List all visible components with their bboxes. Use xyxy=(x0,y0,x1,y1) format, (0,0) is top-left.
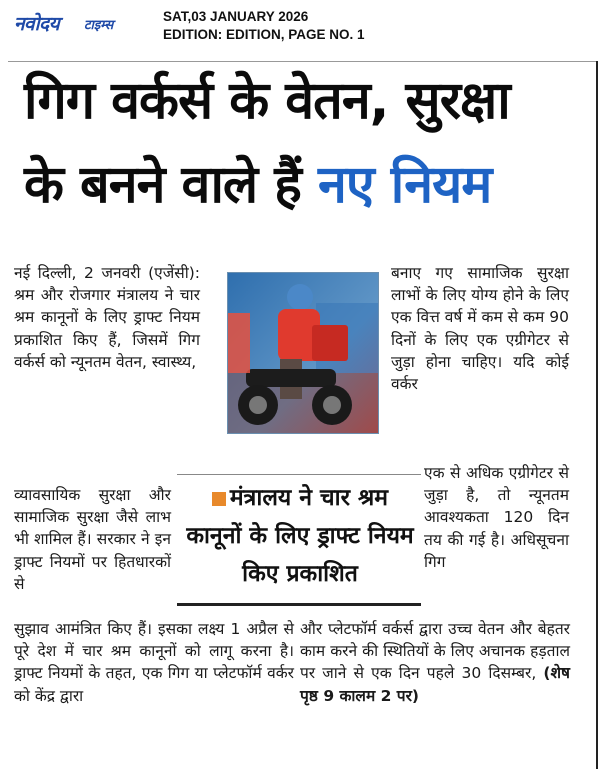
newspaper-logo xyxy=(14,10,154,36)
pull-quote xyxy=(177,474,421,605)
delivery-rider-illustration xyxy=(228,273,378,433)
continued-note: (शेष पृष्ठ 9 कालम 2 पर) xyxy=(300,664,570,705)
pull-quote-text xyxy=(181,479,419,593)
headline-highlight: नए नियम xyxy=(318,155,492,215)
article-column-1-mid: व्यावसायिक सुरक्षा और सामाजिक सुरक्षा जैसे लाभ भी शामिल हैं। सरकार ने इन ड्राफ्ट नियमों पर हितधारकों से xyxy=(14,486,171,593)
article-bottom-right-text: और प्लेटफॉर्म वर्कर्स द्वारा उच्च वेतन और बेहतर काम करने की स्थितियों के लिए अचानक हड़ताल पर जाने से एक दिन पहले 30 दिसम्बर, xyxy=(300,620,570,683)
edition-info xyxy=(163,8,365,44)
article-bottom-right xyxy=(300,618,570,707)
headline-line-2 xyxy=(24,150,491,220)
pull-quote-rule xyxy=(177,603,421,606)
article-column-3-mid: एक से अधिक एग्रीगेटर से जुड़ा है, तो न्यूनतम आवश्यकता 120 दिन तय की गई है। अधिसूचना गिग xyxy=(424,464,569,571)
logo-main-text: नवोदय xyxy=(14,13,60,35)
orange-square-icon xyxy=(212,492,226,506)
frame-top-rule xyxy=(8,61,596,62)
edition-page: EDITION: EDITION, PAGE NO. 1 xyxy=(163,27,365,42)
article-column-1-top: नई दिल्ली, 2 जनवरी (एजेंसी): श्रम और रोजगार मंत्रालय ने चार श्रम कानूनों के लिए ड्राफ्ट नियम प्रकाशित किए हैं, जिसमें गिग वर्कर्स को न्यूनतम वेतन, स्वास्थ्य, xyxy=(14,264,200,371)
frame-right-rule xyxy=(596,61,598,769)
headline-line-2-black: के बनने वाले हैं xyxy=(24,155,319,215)
article-column-3-top: बनाए गए सामाजिक सुरक्षा लाभों के लिए योग्य होने के लिए एक वित्त वर्ष में कम से कम 90 दिनों के लिए एक एग्रीगेटर से जुड़ा होना चाहिए। यदि कोई वर्कर xyxy=(391,264,569,394)
pull-quote-content: मंत्रालय ने चार श्रम कानूनों के लिए ड्राफ्ट नियम किए प्रकाशित xyxy=(186,485,414,587)
delivery-rider-photo xyxy=(227,272,379,434)
headline-line-1: गिग वर्कर्स के वेतन, सुरक्षा xyxy=(24,71,510,131)
masthead xyxy=(0,0,602,56)
logo-sub-text: टाइम्स xyxy=(84,18,114,33)
issue-date: SAT,03 JANUARY 2026 xyxy=(163,9,309,24)
article-bottom-left: सुझाव आमंत्रित किए हैं। इसका लक्ष्य 1 अप्रैल से पूरे देश में चार श्रम कानूनों को लागू करना है। ड्राफ्ट नियमों के तहत, एक गिग या प्लेटफॉर्म वर्कर को केंद्र द्वारा xyxy=(14,620,294,705)
